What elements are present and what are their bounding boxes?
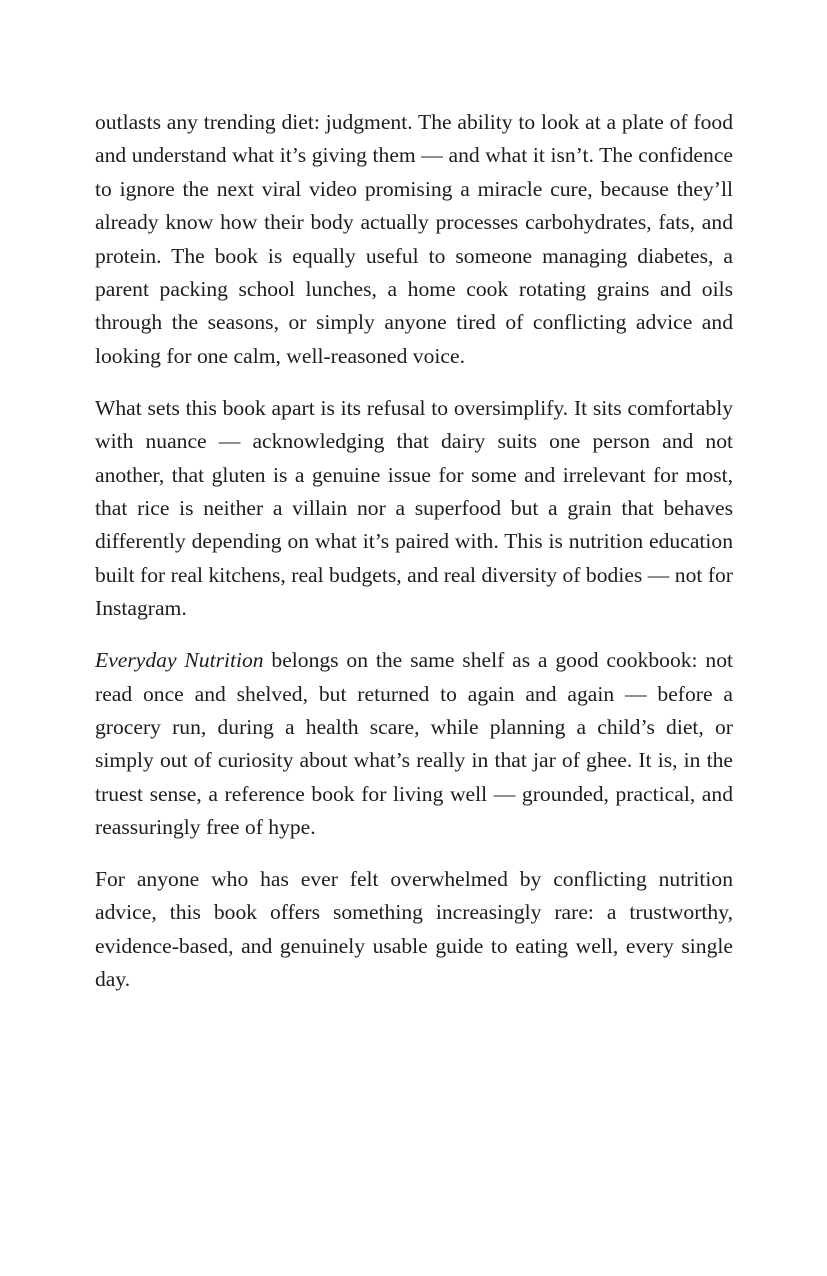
paragraph-3-text: belongs on the same shelf as a good cookbook: not read once and shelved, but returned to again and again — before a grocery run, during a health scare, while planning a child’s diet, or simply out of curiosity about what’s really in that jar of ghee. It is, in the truest sense, a reference book for living well — grounded, practical, and reassuringly free of hype. xyxy=(95,648,733,840)
paragraph-4-text: For anyone who has ever felt overwhelmed by conflicting nutrition advice, this book offers something increasingly rare: a trustworthy, evidence-based, and genuinely usable guide to eating well, every single day. xyxy=(95,867,733,992)
paragraph-3 xyxy=(95,644,733,844)
paragraph-1 xyxy=(95,106,733,373)
paragraph-1-text: outlasts any trending diet: judgment. The ability to look at a plate of food and understand what it’s giving them — and what it isn’t. The confidence to ignore the next viral video promising a miracle cure, because they’ll already know how their body actually processes carbohydrates, fats, and protein. The book is equally useful to someone managing diabetes, a parent packing school lunches, a home cook rotating grains and oils through the seasons, or simply anyone tired of conflicting advice and looking for one calm, well-reasoned voice. xyxy=(95,110,733,368)
book-title: Everyday Nutrition xyxy=(95,648,264,673)
paragraph-2 xyxy=(95,392,733,626)
book-page xyxy=(95,106,733,997)
paragraph-2-text: What sets this book apart is its refusal to oversimplify. It sits comfortably with nuance — acknowledging that dairy suits one person and not another, that gluten is a genuine issue for some and irrelevant for most, that rice is neither a villain nor a superfood but a grain that behaves differently depending on what it’s paired with. This is nutrition education built for real kitchens, real budgets, and real diversity of bodies — not for Instagram. xyxy=(95,395,733,621)
paragraph-4 xyxy=(95,863,733,997)
